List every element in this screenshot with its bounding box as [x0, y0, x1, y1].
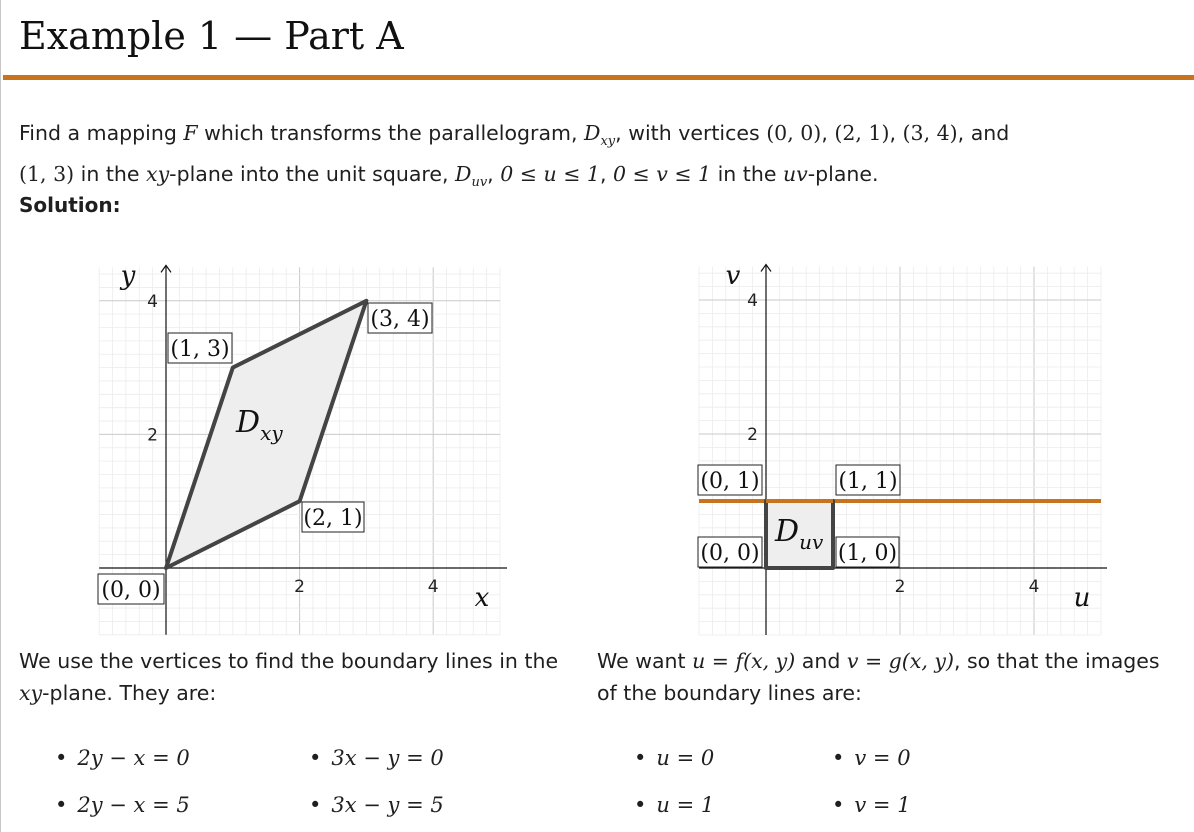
page-left-border — [0, 0, 1, 832]
problem-text: which transforms the parallelogram, — [197, 121, 585, 145]
uv-plane-graph — [697, 258, 1107, 636]
bullet-line-4: • 3x − y = 5 — [309, 793, 444, 817]
vertex-label: (1, 1) — [838, 469, 898, 494]
region-label: $D_{xy}$ — [236, 405, 283, 445]
problem-text: in the — [74, 162, 147, 187]
math-inequality-v: 0 ≤ v ≤ 1 — [612, 162, 712, 187]
x-axis-label: x — [474, 583, 490, 613]
vertex-label: (0, 0) — [101, 578, 161, 603]
right-explanation: We want u = f(x, y) and v = g(x, y), so that the images of the boundary lines are: — [597, 649, 1160, 705]
vertex-label: (1, 0) — [837, 541, 898, 566]
math-Dxy: $D_{xy}$ — [584, 121, 616, 150]
problem-text: -plane into the unit square, — [169, 162, 456, 187]
math-vertex: (1, 3) — [19, 162, 75, 187]
title-underline — [3, 75, 1194, 80]
problem-text: in the — [711, 162, 783, 187]
problem-statement: Find a mapping F which transforms the parallelogram, $D_{xy}$, with vertices (0, 0), (2, 1), (3, 4), and (1, 3) in the xy-plane into the unit square, $D_{uv}$, 0 ≤ u ≤ 1, 0 ≤ v ≤ 1 in the uv-plane. — [19, 121, 1010, 191]
math-Duv: $D_{uv}$ — [455, 162, 488, 191]
y-tick-label: 4 — [147, 291, 158, 312]
bullet-image-4: • v = 1 — [832, 793, 911, 817]
solution-label: Solution: — [19, 193, 121, 217]
math-F: F — [183, 121, 198, 145]
x-tick-label: 2 — [894, 577, 906, 597]
math-uv: uv — [782, 162, 808, 187]
problem-text: , with vertices — [615, 121, 767, 145]
page-title: Example 1 — Part A — [19, 14, 404, 58]
vertex-label: (1, 3) — [170, 337, 230, 362]
vertex-label: (3, 4) — [370, 307, 430, 332]
problem-text: -plane. — [807, 162, 879, 187]
vertex-label: (0, 1) — [700, 469, 760, 494]
vertex-label: (0, 0) — [700, 541, 760, 566]
bullet-line-2: • 2y − x = 5 — [55, 793, 190, 817]
y-axis-label: y — [120, 261, 136, 291]
bullet-line-3: • 3x − y = 0 — [309, 746, 444, 770]
left-explanation: We use the vertices to find the boundary lines in the xy-plane. They are: — [19, 649, 559, 705]
bullet-image-3: • v = 0 — [832, 746, 911, 770]
y-tick-label: 2 — [747, 425, 758, 445]
problem-text: , and — [957, 121, 1010, 145]
math-vertex: (2, 1) — [834, 121, 890, 145]
xy-plane-graph — [97, 258, 507, 636]
vertex-label: (2, 1) — [303, 506, 363, 531]
math-inequality-u: 0 ≤ u ≤ 1 — [500, 162, 600, 187]
math-vertex: (3, 4) — [902, 121, 958, 145]
problem-text: Find a mapping — [19, 121, 184, 145]
x-tick-label: 4 — [1028, 577, 1040, 597]
x-tick-label: 2 — [294, 577, 306, 597]
region-label: $D_{uv}$ — [775, 514, 824, 554]
x-axis-label: u — [1073, 583, 1091, 613]
bullet-line-1: • 2y − x = 0 — [55, 746, 190, 770]
y-axis-label: v — [725, 261, 741, 291]
y-tick-label: 4 — [747, 291, 758, 311]
math-v-eq: v = g(x, y) — [846, 649, 954, 673]
bullet-image-2: • u = 1 — [634, 793, 715, 817]
y-tick-label: 2 — [147, 425, 158, 446]
bullet-image-1: • u = 0 — [634, 746, 715, 770]
math-vertex: (0, 0) — [766, 121, 822, 145]
math-xy: xy — [146, 162, 170, 187]
math-u-eq: u = f(x, y) — [692, 649, 796, 673]
x-tick-label: 4 — [427, 577, 439, 597]
